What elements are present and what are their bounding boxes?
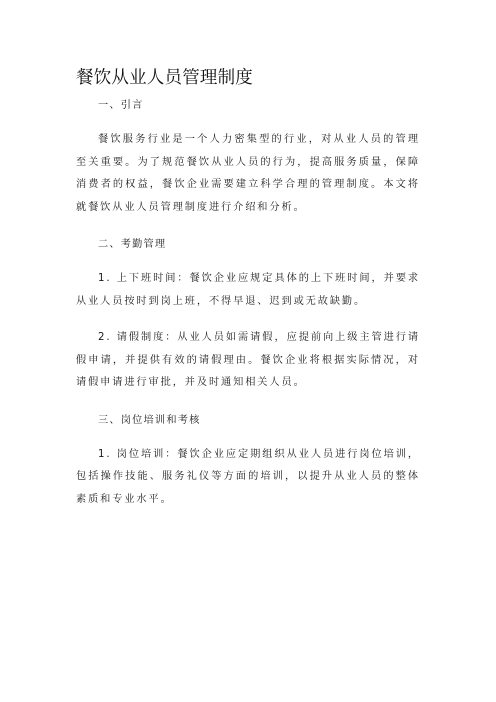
document-title: 餐饮从业人员管理制度 [76,68,253,88]
paragraph-work-hours: 1. 上下班时间：餐饮企业应规定具体的上下班时间，并要求从业人员按时到岗上班，不得早退、迟到或无故缺勤。 [76,273,420,307]
paragraph-leave-policy: 2. 请假制度：从业人员如需请假，应提前向上级主管进行请假申请，并提供有效的请假理由。餐饮企业将根据实际情况，对请假申请进行审批，并及时通知相关人员。 [76,332,420,388]
section-heading-introduction: 一、引言 [98,100,144,111]
section-heading-attendance: 二、考勤管理 [98,239,167,250]
section-heading-training: 三、岗位培训和考核 [98,414,201,426]
paragraph-introduction: 餐饮服务行业是一个人力密集型的行业，对从业人员的管理至关重要。为了规范餐饮从业人员的行为，提高服务质量，保障消费者的权益，餐饮企业需要建立科学合理的管理制度。本文将就餐饮从业人员管理制度进行介绍和分析。 [76,134,420,213]
paragraph-job-training: 1. 岗位培训：餐饮企业应定期组织从业人员进行岗位培训，包括操作技能、服务礼仪等方面的培训，以提升从业人员的整体素质和专业水平。 [76,448,420,505]
document-body [76,94,420,511]
